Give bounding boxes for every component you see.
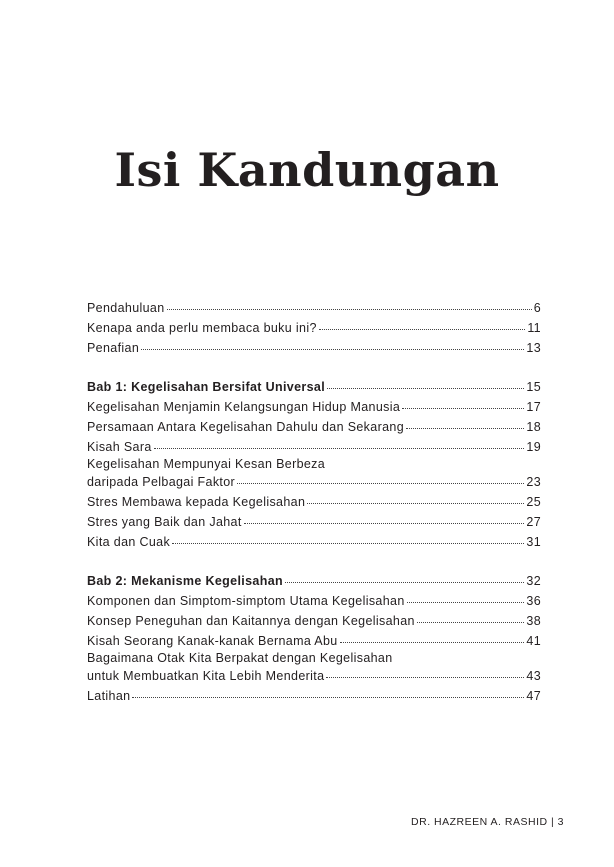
toc-entry-penafian[interactable]: [87, 338, 541, 358]
toc-chapter-bab-1[interactable]: [87, 377, 541, 397]
toc-entry-page: 13: [526, 341, 541, 355]
footer-separator: |: [551, 816, 555, 828]
toc-entry-label: untuk Membuatkan Kita Lebih Menderita: [87, 669, 325, 683]
toc-entry-label: Kita dan Cuak: [87, 535, 171, 549]
toc-entry-two-line[interactable]: [87, 457, 541, 492]
toc-entry-kenapa[interactable]: [87, 318, 541, 338]
dot-leader: [244, 522, 525, 524]
toc-entry-two-line[interactable]: [87, 651, 541, 686]
section-gap: [87, 552, 541, 571]
toc-entry-label: Komponen dan Simptom-simptom Utama Kegelisahan: [87, 594, 405, 608]
footer-author: DR. HAZREEN A. RASHID: [411, 816, 548, 828]
toc-entry-label: Kenapa anda perlu membaca buku ini?: [87, 321, 317, 335]
toc-chapter-label: Bab 2: Mekanisme Kegelisahan: [87, 574, 283, 588]
toc-entry[interactable]: [87, 532, 541, 552]
toc-entry-page: 19: [526, 440, 541, 454]
dot-leader: [172, 542, 524, 544]
dot-leader: [417, 621, 525, 623]
dot-leader: [326, 676, 524, 678]
toc-chapter-bab-2[interactable]: [87, 571, 541, 591]
toc-entry-label: daripada Pelbagai Faktor: [87, 475, 236, 489]
toc-entry-label: Latihan: [87, 689, 131, 703]
dot-leader: [407, 601, 525, 603]
toc-entry[interactable]: [87, 397, 541, 417]
toc-entry-label-line1: Kegelisahan Mempunyai Kesan Berbeza: [87, 457, 326, 471]
toc-entry-label: Kegelisahan Menjamin Kelangsungan Hidup Manusia: [87, 400, 401, 414]
toc-entry-pendahuluan[interactable]: [87, 298, 541, 318]
toc-entry-page: 11: [527, 321, 541, 335]
toc-entry-page: 36: [526, 594, 541, 608]
dot-leader: [319, 328, 526, 330]
toc-entry[interactable]: [87, 417, 541, 437]
toc-entry-page: 18: [526, 420, 541, 434]
toc-entry-page: 27: [526, 515, 541, 529]
toc-entry-label: Kisah Seorang Kanak-kanak Bernama Abu: [87, 634, 338, 648]
toc-entry-label: Pendahuluan: [87, 301, 165, 315]
toc-entry-label-line1: Bagaimana Otak Kita Berpakat dengan Kegelisahan: [87, 651, 393, 665]
toc-entry-label: Persamaan Antara Kegelisahan Dahulu dan Sekarang: [87, 420, 405, 434]
dot-leader: [327, 387, 524, 389]
dot-leader: [402, 407, 524, 409]
dot-leader: [154, 447, 525, 449]
footer-page-number: 3: [557, 816, 564, 828]
toc-entry-page: 41: [526, 634, 541, 648]
table-of-contents: [87, 298, 541, 706]
toc-entry[interactable]: [87, 437, 541, 457]
toc-entry[interactable]: [87, 492, 541, 512]
dot-leader: [307, 502, 524, 504]
dot-leader: [141, 348, 524, 350]
section-gap: [87, 358, 541, 377]
toc-chapter-page: 32: [526, 574, 541, 588]
toc-entry-page: 47: [526, 689, 541, 703]
dot-leader: [132, 696, 524, 698]
page-title: Isi Kandungan: [114, 142, 500, 197]
toc-chapter-page: 15: [526, 380, 541, 394]
toc-entry-label: Penafian: [87, 341, 140, 355]
dot-leader: [167, 308, 532, 310]
toc-entry-page: 6: [533, 301, 541, 315]
toc-entry-label: Stres Membawa kepada Kegelisahan: [87, 495, 306, 509]
toc-entry-page: 25: [526, 495, 541, 509]
toc-chapter-label: Bab 1: Kegelisahan Bersifat Universal: [87, 380, 326, 394]
toc-entry-page: 31: [526, 535, 541, 549]
toc-entry[interactable]: [87, 686, 541, 706]
toc-entry-label: Stres yang Baik dan Jahat: [87, 515, 242, 529]
toc-entry-label: Konsep Peneguhan dan Kaitannya dengan Kegelisahan: [87, 614, 415, 628]
page-footer: [411, 816, 564, 828]
toc-entry-page: 23: [526, 475, 541, 489]
toc-entry-page: 38: [526, 614, 541, 628]
dot-leader: [340, 641, 525, 643]
toc-entry[interactable]: [87, 631, 541, 651]
toc-entry-page: 17: [526, 400, 541, 414]
toc-entry[interactable]: [87, 512, 541, 532]
toc-entry[interactable]: [87, 591, 541, 611]
toc-entry-label: Kisah Sara: [87, 440, 152, 454]
toc-entry[interactable]: [87, 611, 541, 631]
dot-leader: [285, 581, 524, 583]
dot-leader: [237, 482, 524, 484]
toc-entry-page: 43: [526, 669, 541, 683]
dot-leader: [406, 427, 524, 429]
